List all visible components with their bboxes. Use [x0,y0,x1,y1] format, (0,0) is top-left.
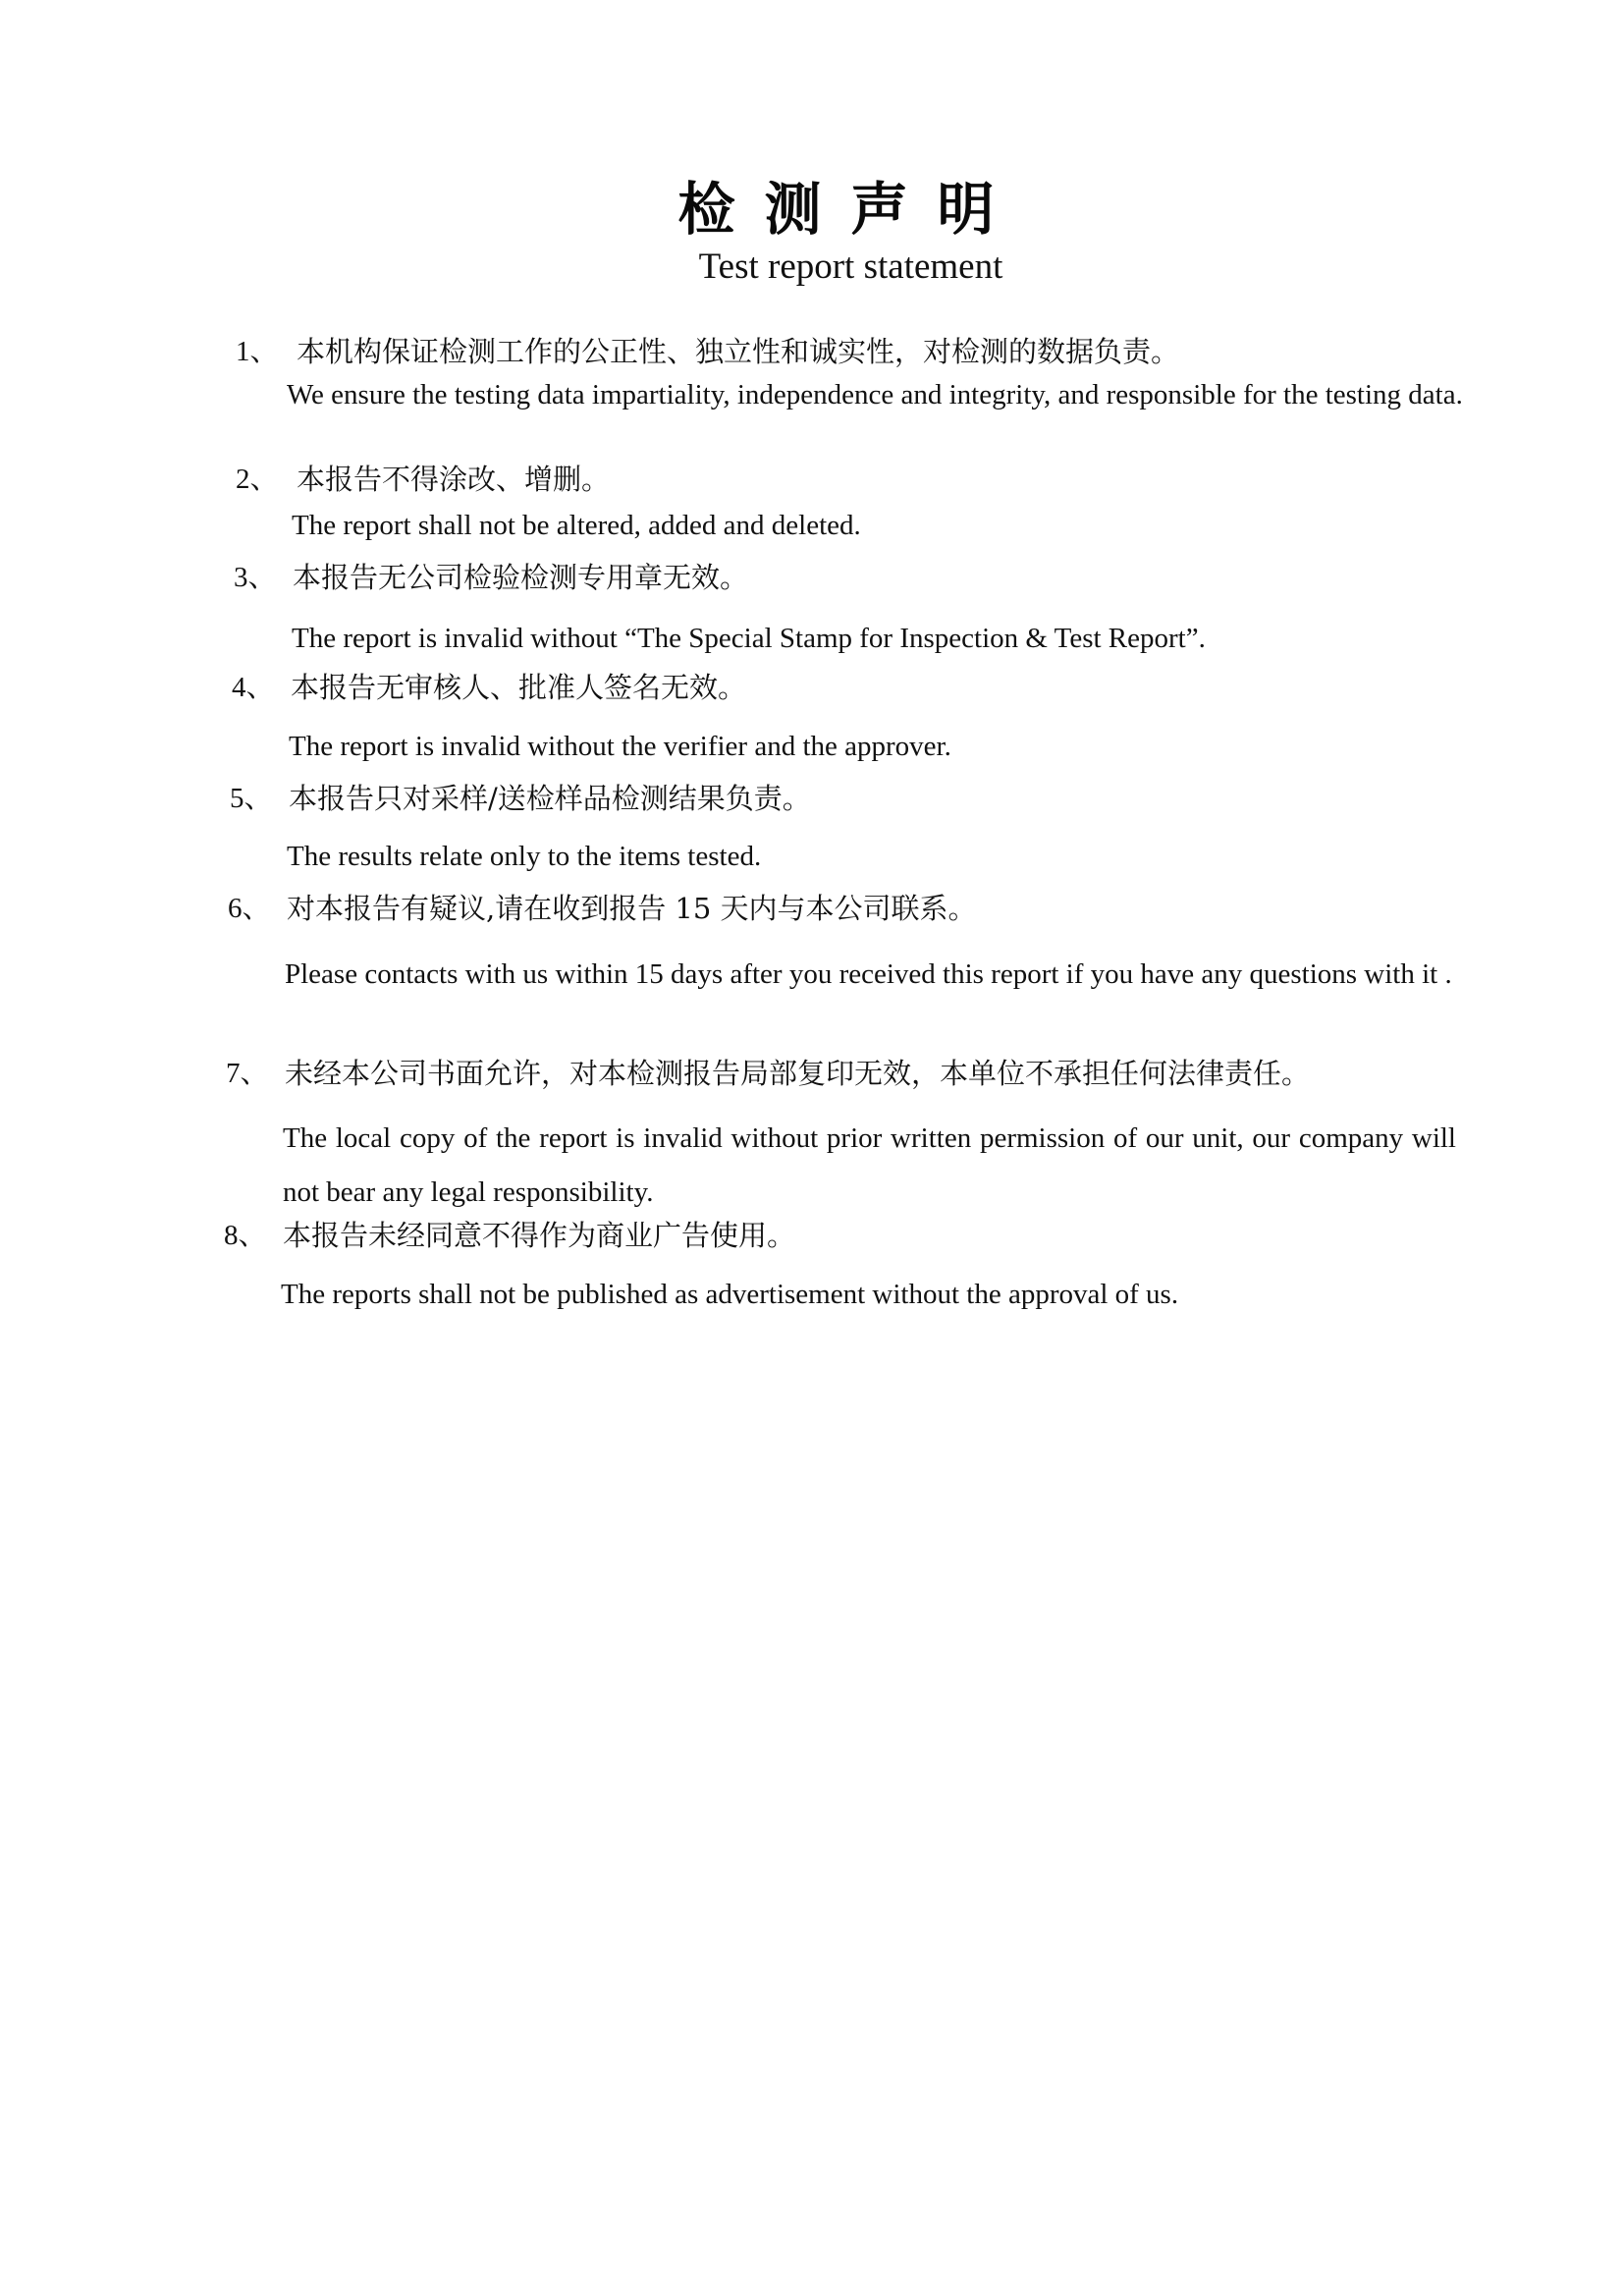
item-number: 3、 [234,562,277,593]
item-number: 2、 [236,464,279,495]
item-text-cn: 本报告不得涂改、增删。 [297,463,611,496]
item-text-en: The report is invalid without the verifier and the approver. [289,731,951,762]
item-text-en: The results relate only to the items tested. [287,841,762,872]
item-text-en: We ensure the testing data impartiality, independence and integrity, and responsible for the testing data. [287,379,1463,410]
item-text-en: The reports shall not be published as advertisement without the approval of us. [281,1279,1179,1310]
item-number: 7、 [226,1058,269,1089]
item-text-cn: 对本报告有疑议,请在收到报告 15 天内与本公司联系。 [287,892,977,925]
item-number: 1、 [236,336,279,367]
item-text-en: The local copy of the report is invalid without prior written permission of our unit, our company will not bear any legal responsibility. [283,1122,1456,1208]
item-text-en: Please contacts with us within 15 days after you received this report if you have any questions with it . [285,958,1452,990]
item-number: 4、 [232,672,275,703]
item-text-cn: 本报告无公司检验检测专用章无效。 [293,561,749,594]
item-text-cn: 本报告未经同意不得作为商业广告使用。 [283,1219,796,1252]
item-text-cn: 未经本公司书面允许，对本检测报告局部复印无效，本单位不承担任何法律责任。 [285,1057,1311,1090]
item-number: 5、 [230,783,273,814]
item-text-cn: 本报告无审核人、批准人签名无效。 [291,671,747,704]
item-number: 8、 [224,1220,267,1251]
title-english: Test report statement [698,246,1003,287]
title-chinese: 检测声明 [677,176,1024,243]
item-text-cn: 本报告只对采样/送检样品检测结果负责。 [289,782,811,815]
item-number: 6、 [228,893,271,924]
item-text-en: The report shall not be altered, added and deleted. [292,510,861,541]
item-text-cn: 本机构保证检测工作的公正性、独立性和诚实性，对检测的数据负责。 [297,335,1180,368]
item-text-en: The report is invalid without “The Special Stamp for Inspection & Test Report”. [292,623,1206,654]
